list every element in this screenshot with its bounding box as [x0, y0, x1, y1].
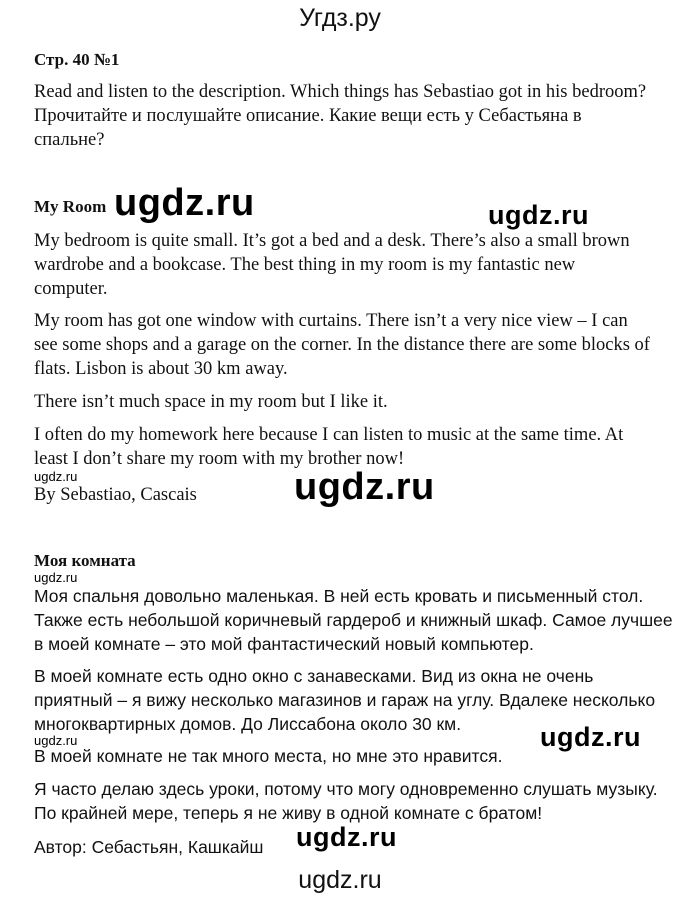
russian-paragraph-2-line-2: приятный – я вижу несколько магазинов и гараж на углу. Вдалеке несколько [34, 690, 656, 710]
russian-title: Моя комната [34, 551, 136, 570]
russian-paragraph-2-line-1: В моей комнате есть одно окно с занавесками. Вид из окна не очень [34, 666, 594, 686]
russian-paragraph-4-line-2: По крайней мере, теперь я не живу в одной комнате с братом! [34, 803, 543, 823]
english-paragraph-3: There isn’t much space in my room but I like it. [34, 392, 388, 412]
watermark: ugdz.ru [296, 822, 397, 852]
russian-paragraph-1-line-1: Моя спальня довольно маленькая. В ней есть кровать и письменный стол. [34, 586, 644, 606]
footer-watermark: ugdz.ru [298, 866, 382, 894]
russian-paragraph-4-line-1: Я часто делаю здесь уроки, потому что могу одновременно слушать музыку. [34, 779, 658, 799]
english-paragraph-2-line-3: flats. Lisbon is about 30 km away. [34, 359, 288, 379]
russian-signature: Автор: Себастьян, Кашкайш [34, 837, 264, 857]
english-paragraph-2-line-1: My room has got one window with curtains. There isn’t a very nice view – I can [34, 311, 628, 331]
watermark: ugdz.ru [34, 469, 78, 484]
english-paragraph-1-line-1: My bedroom is quite small. It’s got a bed and a desk. There’s also a small brown [34, 231, 630, 251]
english-paragraph-1-line-3: computer. [34, 279, 108, 299]
russian-paragraph-1-line-2: Также есть небольшой коричневый гардероб и книжный шкаф. Самое лучшее [34, 610, 673, 630]
english-paragraph-4-line-1: I often do my homework here because I can listen to music at the same time. At [34, 425, 624, 445]
russian-paragraph-3: В моей комнате не так много места, но мне это нравится. [34, 746, 503, 766]
english-paragraph-1-line-2: wardrobe and a bookcase. The best thing in my room is my fantastic new [34, 255, 576, 275]
watermark: ugdz.ru [114, 182, 255, 224]
watermark: ugdz.ru [34, 570, 78, 585]
task-number: Стр. 40 №1 [34, 50, 120, 69]
english-paragraph-4-line-2: least I don’t share my room with my brother now! [34, 449, 405, 469]
instruction-english: Read and listen to the description. Which things has Sebastiao got in his bedroom? [34, 82, 647, 102]
russian-paragraph-1-line-3: в моей комнате – это мой фантастический новый компьютер. [34, 634, 534, 654]
instruction-russian-line-1: Прочитайте и послушайте описание. Какие вещи есть у Себастьяна в [34, 106, 582, 126]
watermark: ugdz.ru [34, 733, 78, 748]
watermark: ugdz.ru [488, 200, 589, 230]
site-title: Угдз.ру [299, 4, 381, 32]
watermark: ugdz.ru [294, 466, 435, 508]
instruction-russian-line-2: спальне? [34, 130, 105, 150]
english-title: My Room [34, 197, 107, 216]
english-paragraph-2-line-2: see some shops and a garage on the corner. In the distance there are some blocks of [34, 335, 650, 355]
english-signature: By Sebastiao, Cascais [34, 485, 197, 505]
watermark: ugdz.ru [540, 722, 641, 752]
russian-paragraph-2-line-3: многоквартирных домов. До Лиссабона около 30 км. [34, 714, 462, 734]
